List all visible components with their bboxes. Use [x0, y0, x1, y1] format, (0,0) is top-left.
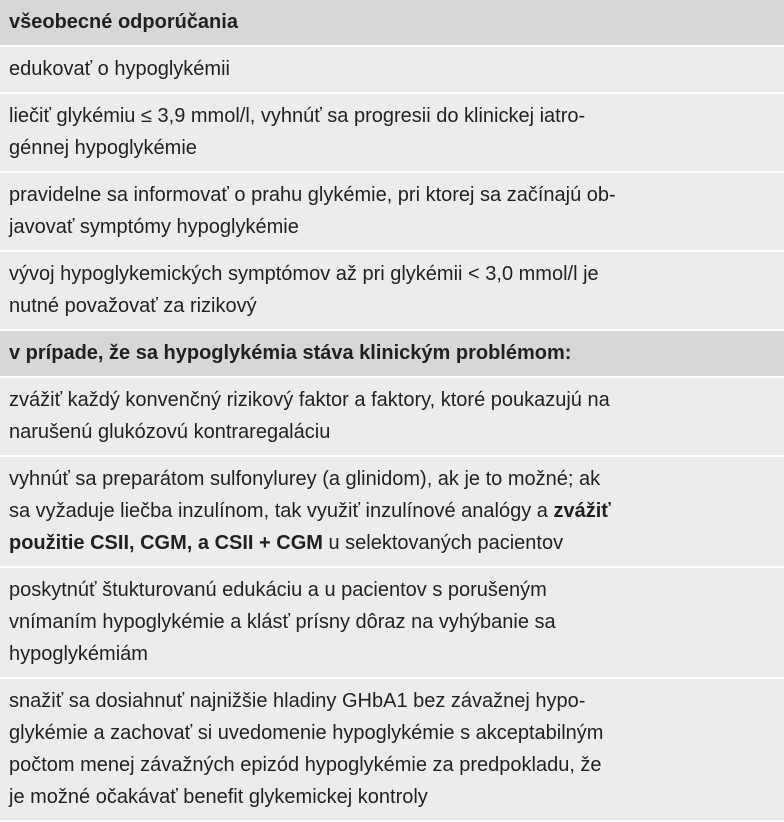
section-header-general: všeobecné odporúčania: [0, 0, 784, 47]
recommendation-row: poskytnúť štukturovanú edukáciu a u pacientov s porušeným vnímaním hypoglykémie a klásť prísny dôraz na vyhýbanie sa hypoglykémiám: [0, 568, 784, 679]
recommendation-row: snažiť sa dosiahnuť najnižšie hladiny GHbA1 bez závažnej hypo- glykémie a zachovať si uvedomenie hypoglykémie s akceptabilným počtom menej závažných epizód hypoglykémie za predpokladu, že je možné očakávať benefit glykemickej kontroly: [0, 679, 784, 822]
recommendation-row: zvážiť každý konvenčný rizikový faktor a faktory, ktoré poukazujú na narušenú glukózovú kontraregaláciu: [0, 378, 784, 457]
recommendation-row: liečiť glykémiu ≤ 3,9 mmol/l, vyhnúť sa progresii do klinickej iatro- génnej hypoglykémie: [0, 94, 784, 173]
recommendation-text: vyhnúť sa preparátom sulfonylurey (a glinidom), ak je to možné; ak sa vyžaduje liečba inzulínom, tak využiť inzulínové analógy a: [9, 468, 601, 522]
section-header-clinical-problem: v prípade, že sa hypoglykémia stáva klinickým problémom:: [0, 331, 784, 378]
recommendation-row: edukovať o hypoglykémii: [0, 47, 784, 94]
recommendation-row: vývoj hypoglykemických symptómov až pri glykémii < 3,0 mmol/l je nutné považovať za rizikový: [0, 252, 784, 331]
recommendation-emphasis: zvážiť použitie CSII, CGM, a CSII + CGM: [9, 500, 611, 554]
recommendation-row: [0, 457, 784, 568]
recommendation-row: pravidelne sa informovať o prahu glykémie, pri ktorej sa začínajú ob- javovať symptómy hypoglykémie: [0, 173, 784, 252]
recommendation-text: u selektovaných pacientov: [322, 532, 564, 554]
